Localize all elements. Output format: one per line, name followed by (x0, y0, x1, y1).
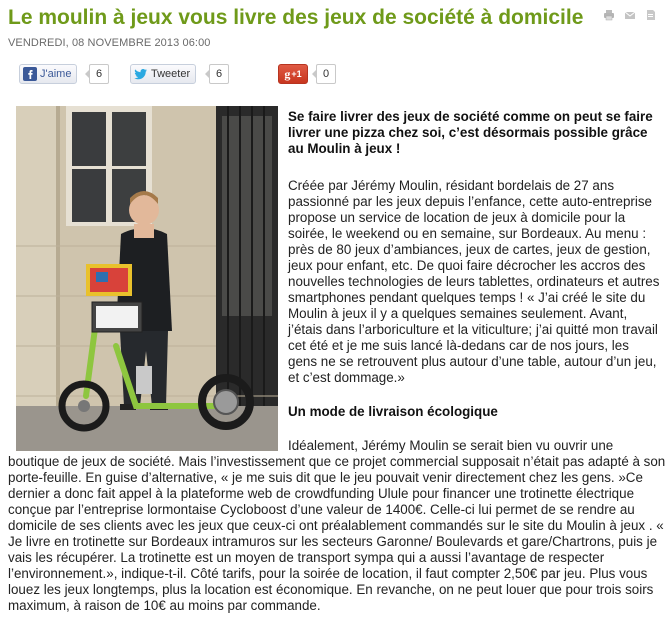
article-tools (603, 9, 657, 21)
twitter-tweet-label: Tweeter (151, 68, 191, 80)
google-plus-button[interactable] (278, 64, 308, 84)
article-lead: Se faire livrer des jeux de société comme on peut se faire livrer une pizza chez soi, c’est désormais possible grâce au Moulin à jeux ! (288, 109, 653, 156)
article-subheading: Un mode de livraison écologique (288, 404, 498, 419)
text-indent (8, 449, 288, 450)
twitter-tweet-button[interactable] (130, 64, 196, 84)
article-paragraph-2-text: Idéalement, Jérémy Moulin se serait bien vu ouvrir une boutique de jeux de société. Mais l’investissement que ce projet commercial supposait n’était pas adapté à son porte-feuille. En guise d’alternative, « je me suis dit que le jeu pouvait venir directement chez les gens. »Ce dernier a donc fait appel à la plateforme web de crowdfunding Ulule pour financer une trotinette électrique conçue par l’entreprise lormontaise Cycloboost d’une valeur de 1400€. Celle-ci lui permet de se rendre au domicile de ses clients avec les jeux que ceux-ci ont préalablement commandés sur le site du Moulin à jeux . « Je livre en trotinette sur Bordeaux intramuros sur les secteurs Garonne/ Boulevards et gare/Chartrons, puis je vais les récupérer. La trotinette est un moyen de transport sympa qui a aussi l’avantage de respecter l’environnement.», indique-t-il. Côté tarifs, pour la soirée de location, il faut compter 2,50€ par jeu. Plus vous louez les jeux longtemps, plus la location est économique. En revanche, on ne peut louer que pour trois soirs maximum, à raison de 10€ au moins par commande. (8, 438, 666, 613)
facebook-like-button[interactable] (19, 64, 77, 84)
facebook-like-label: J'aime (40, 68, 72, 80)
pdf-icon[interactable] (645, 9, 657, 21)
google-plus-count: 0 (316, 64, 336, 84)
article-date: VENDREDI, 08 NOVEMBRE 2013 06:00 (8, 37, 211, 49)
article-title: Le moulin à jeux vous livre des jeux de société à domicile (8, 6, 584, 29)
twitter-icon (134, 67, 148, 81)
twitter-tweet-count: 6 (209, 64, 229, 84)
article-photo (16, 106, 278, 451)
facebook-like-count: 6 (89, 64, 109, 84)
article-paragraph-1: Créée par Jérémy Moulin, résidant bordelais de 27 ans passionné par les jeux depuis l’enfance, cette auto-entreprise propose un service de location de jeux à domicile pour la soirée, le weekend ou en semaine, sur Bordeaux. Au menu : près de 80 jeux d’ambiances, jeux de cartes, jeux de gestion, jeux pour enfant, etc. De quoi faire décrocher les accros des nouvelles technologies de leurs tablettes, ordinateurs et autres smartphones pendant quelques temps ! « J’ai créé le site du Moulin à jeux il y a quelques semaines seulement. Avant, j’étais dans l’arboriculture et la viticulture; j’ai quitté mon travail cet été et je me suis lancé là-dedans car de nos jours, les gens ne se retrouvent plus autour d’une table, autour d’un jeu, et c’est dommage.» (288, 178, 660, 385)
google-plus-icon: g (284, 66, 291, 81)
print-icon[interactable] (603, 9, 615, 21)
article-paragraph-2 (8, 438, 666, 614)
email-icon[interactable] (624, 9, 636, 21)
google-plus-label: +1 (291, 69, 302, 79)
facebook-icon (23, 67, 37, 81)
